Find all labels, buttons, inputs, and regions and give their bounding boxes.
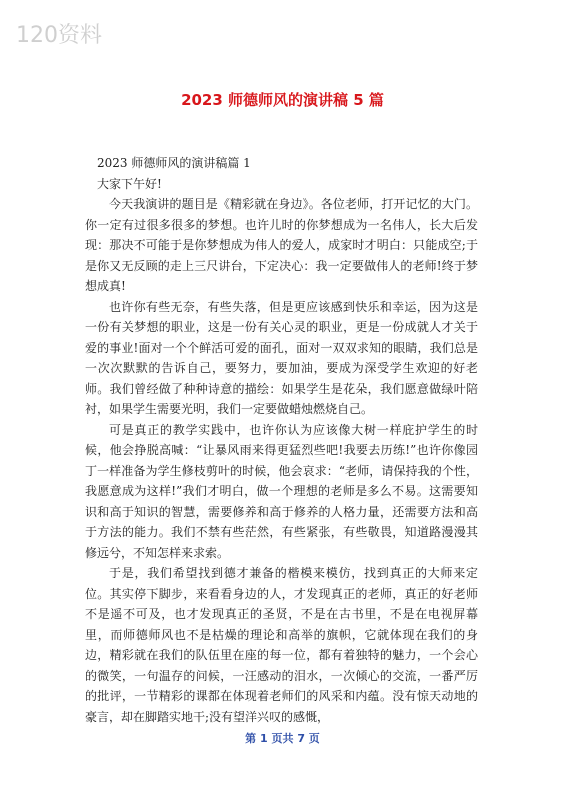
greeting: 大家下午好! — [97, 176, 162, 191]
paragraph-1: 今天我演讲的题目是《精彩就在身边》。各位老师，打开记忆的大门。你一定有过很多很多的梦想。也许儿时的你梦想成为一名伟人，长大后发现：那决不可能于是你梦想成为伟人的爱人，成家时才明白：只能成空;于是你又无反顾的走上三尺讲台，下定决心：我一定要做伟人的老师!终于梦想成真! — [85, 197, 478, 293]
watermark: 120资料 — [16, 23, 102, 48]
section-heading: 2023 师德师风的演讲稿篇 1 — [97, 156, 251, 170]
paragraph-2: 也许你有些无奈，有些失落，但是更应该感到快乐和幸运，因为这是一份有关梦想的职业，这是一份有关心灵的职业，更是一份成就人才关于爱的事业!面对一个个鲜活可爱的面孔，面对一双双求知的眼睛，我们总是一次次默默的告诉自己，要努力，要加油，要成为深受学生欢迎的好老师。我们曾经做了种种诗意的描绘：如果学生是花朵，我们愿意做绿叶陪衬，如果学生需要光明，我们一定要做蜡烛燃烧自己。 — [85, 299, 478, 416]
document-title: 2023 师德师风的演讲稿 5 篇 — [181, 91, 384, 109]
page-number: 第 1 页共 7 页 — [245, 732, 320, 745]
paragraph-3: 可是真正的教学实践中，也许你认为应该像大树一样庇护学生的时候，他会挣脱高喊：“让暴风雨来得更猛烈些吧!我要去历练!”也许你像园丁一样准备为学生修枝剪叶的时候，他会哀求：“老师，请保持我的个性，我愿意成为这样!”我们才明白，做一个理想的老师是多么不易。这需要知识和高于知识的智慧，需要修养和高于修养的人格力量，还需要方法和高于方法的能力。我们不禁有些茫然，有些紧张，有些敬畏，知道路漫漫其修远兮，不知怎样来求索。 — [85, 422, 478, 560]
paragraph-4: 于是，我们希望找到德才兼备的楷模来模仿，找到真正的大师来定位。其实停下脚步，来看看身边的人，才发现真正的老师，真正的好老师不是遥不可及，也才发现真正的圣贤，不是在古书里，不是在电视屏幕里，而师德师风也不是枯燥的理论和高举的旗帜，它就体现在我们的身边，精彩就在我们的队伍里在座的每一位，都有着独特的魅力，一个会心的微笑，一句温存的问候，一汪感动的泪水，一次倾心的交流，一番严厉的批评，一节精彩的课都在体现着老师们的风采和内蕴。没有惊天动地的豪言，却在脚踏实地干;没有望洋兴叹的感慨， — [85, 566, 478, 724]
document-body — [85, 153, 478, 727]
